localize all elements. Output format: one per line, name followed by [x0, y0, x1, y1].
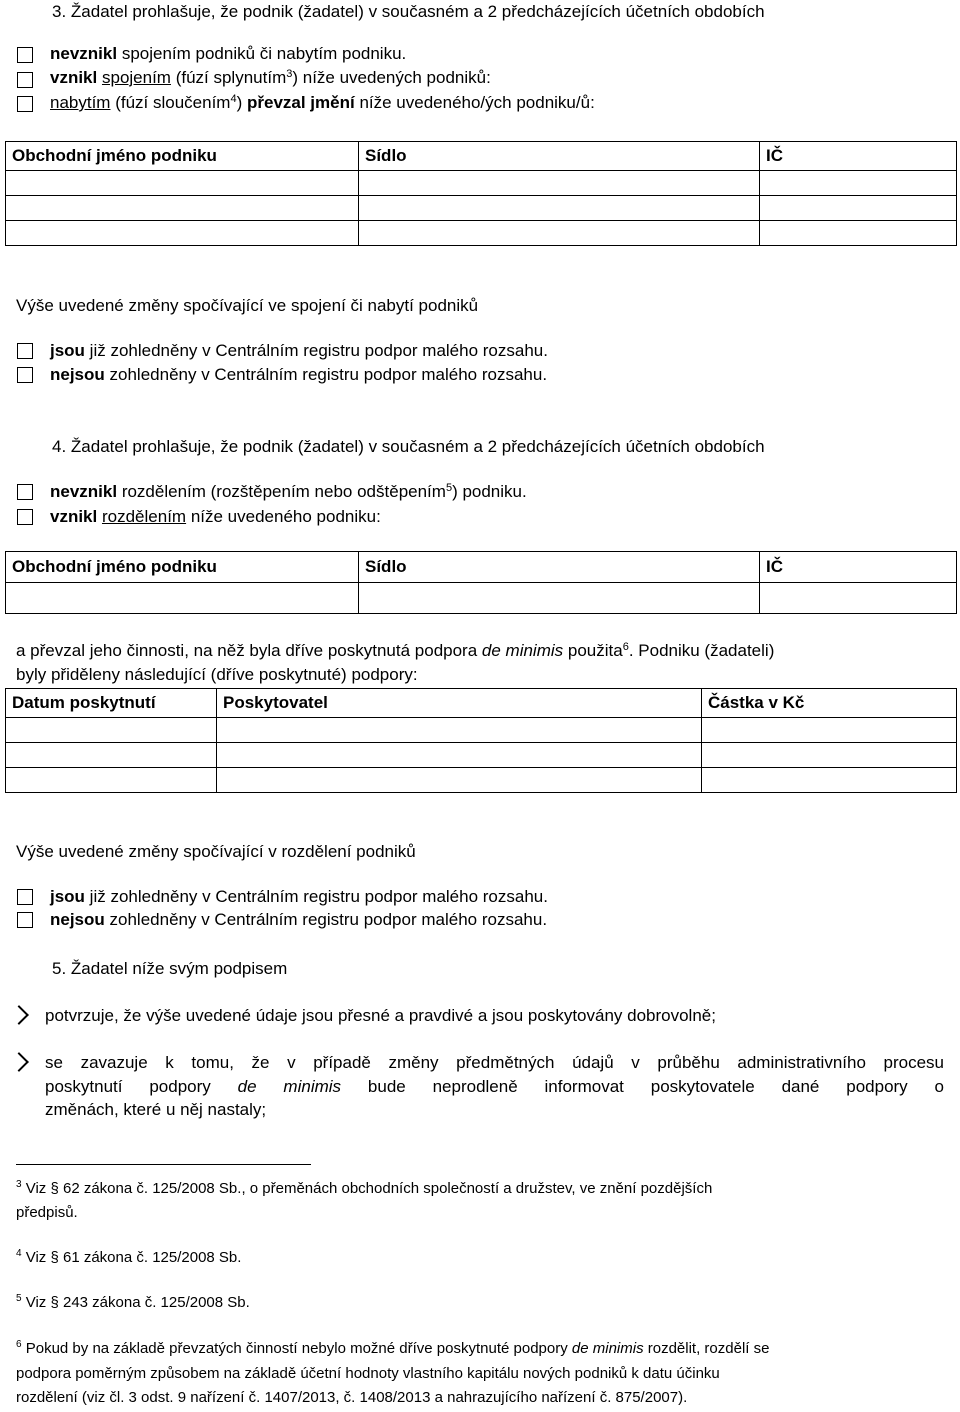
option-bold: nejsou [50, 365, 105, 384]
option-underlined: rozdělením [101, 507, 187, 526]
option-merger-nejsou [50, 365, 547, 385]
cell-input[interactable] [6, 743, 217, 768]
transfer-paragraph-line2: byly přiděleny následující (dříve poskytnuté) podpory: [16, 665, 418, 684]
divided-company-table [5, 551, 957, 614]
section-3-heading: 3. Žadatel prohlašuje, že podnik (žadatel) v současném a 2 předcházejících účetních obdobích [52, 2, 765, 21]
cell-input[interactable] [6, 196, 359, 221]
col-header-seat: Sídlo [359, 552, 760, 583]
col-header-amount: Částka v Kč [702, 689, 957, 718]
bullet-text: poskytnutí podpory [45, 1077, 238, 1096]
option-bold: nejsou [50, 910, 105, 929]
cell-input[interactable] [217, 743, 702, 768]
paragraph-text: a převzal jeho činnosti, na něž byla dříve poskytnutá podpora [16, 641, 482, 660]
footnote-text: Pokud by na základě převzatých činností nebylo možné dříve poskytnuté podpory [21, 1340, 572, 1357]
option-bold: převzal jmění [247, 93, 355, 112]
cell-input[interactable] [6, 171, 359, 196]
footnote-6 [16, 1337, 769, 1361]
checkbox-merger-jsou[interactable] [17, 343, 33, 359]
paragraph-italic: de minimis [481, 641, 564, 660]
option-text: (fúzí splynutím [170, 68, 287, 87]
paragraph-text: . Podniku (žadateli) [628, 641, 775, 660]
table-row [6, 196, 957, 221]
cell-input[interactable] [760, 196, 957, 221]
cell-input[interactable] [359, 221, 760, 246]
footnote-3 [16, 1177, 712, 1201]
col-header-provider: Poskytovatel [217, 689, 702, 718]
option-text: spojením podniků či nabytím podniku. [117, 44, 407, 63]
cell-input[interactable] [760, 171, 957, 196]
checkbox-nevznikl-spojenim[interactable] [17, 47, 33, 63]
table-row [6, 221, 957, 246]
option-text: již zohledněny v Centrálním registru podpor malého rozsahu. [84, 887, 548, 906]
section-5-heading: 5. Žadatel níže svým podpisem [52, 959, 288, 978]
col-header-date: Datum poskytnutí [6, 689, 217, 718]
col-header-ic: IČ [760, 552, 957, 583]
option-merger-jsou [50, 341, 548, 361]
bullet-text: bude neprodleně informovat poskytovatele dané podpory o [341, 1077, 944, 1096]
option-division-jsou [50, 887, 548, 907]
footnote-ref-5: 5 [445, 482, 453, 494]
option-nevznikl-spojenim [50, 44, 406, 64]
checkbox-vznikl-spojenim[interactable] [17, 72, 33, 88]
checkbox-merger-nejsou[interactable] [17, 367, 33, 383]
cell-input[interactable] [702, 768, 957, 793]
cell-input[interactable] [217, 768, 702, 793]
footnote-number: 5 [16, 1293, 22, 1304]
transfer-paragraph-line1 [16, 641, 774, 661]
footnote-ref-4: 4 [230, 93, 237, 105]
option-underlined: nabytím [50, 93, 111, 112]
footnote-5 [16, 1291, 250, 1315]
footnote-number: 3 [16, 1179, 22, 1190]
merged-companies-table [5, 141, 957, 246]
table-header-row [6, 689, 957, 718]
table-row [6, 768, 957, 793]
footnote-6-line2: podpora poměrným způsobem na základě účetní hodnoty vlastního kapitálu nových podniků k datu účinku [16, 1365, 720, 1382]
option-text: rozdělením (rozštěpením nebo odštěpením [117, 482, 446, 501]
option-vznikl-rozdelenim [50, 507, 381, 527]
paragraph-text: použita [563, 641, 623, 660]
option-text: zohledněny v Centrálním registru podpor malého rozsahu. [104, 910, 548, 929]
footnote-3-cont: předpisů. [16, 1204, 78, 1221]
section-4-heading: 4. Žadatel prohlašuje, že podnik (žadatel) v současném a 2 předcházejících účetních obdobích [52, 437, 765, 456]
checkbox-division-jsou[interactable] [17, 889, 33, 905]
option-text: níže uvedeného podniku: [186, 507, 381, 526]
footnote-4 [16, 1246, 241, 1270]
cell-input[interactable] [702, 718, 957, 743]
footnote-ref-3: 3 [286, 68, 293, 80]
option-nevznikl-rozdelenim [50, 482, 527, 502]
option-text: ) podniku. [452, 482, 527, 501]
cell-input[interactable] [6, 221, 359, 246]
option-underlined: spojením [101, 68, 171, 87]
option-text: zohledněny v Centrálním registru podpor malého rozsahu. [104, 365, 548, 384]
merger-changes-label: Výše uvedené změny spočívající ve spojení či nabytí podniků [16, 296, 479, 315]
cell-input[interactable] [359, 196, 760, 221]
option-bold: nevznikl [50, 482, 118, 501]
footnote-ref-6: 6 [622, 641, 629, 653]
cell-input[interactable] [359, 583, 760, 614]
col-header-seat: Sídlo [359, 142, 760, 171]
option-text: níže uvedeného/ých podniku/ů: [354, 93, 595, 112]
option-division-nejsou [50, 910, 547, 930]
option-text: ) níže uvedených podniků: [292, 68, 491, 87]
cell-input[interactable] [760, 221, 957, 246]
option-bold: jsou [50, 341, 85, 360]
cell-input[interactable] [6, 718, 217, 743]
bullet-commits-line2 [45, 1077, 944, 1097]
col-header-ic: IČ [760, 142, 957, 171]
bullet-italic: de minimis [237, 1077, 342, 1096]
cell-input[interactable] [359, 171, 760, 196]
table-row [6, 583, 957, 614]
cell-input[interactable] [6, 768, 217, 793]
col-header-name: Obchodní jméno podniku [6, 552, 359, 583]
option-nabytim [50, 93, 595, 113]
option-bold: vznikl [50, 507, 98, 526]
checkbox-nevznikl-rozdelenim[interactable] [17, 484, 33, 500]
option-text: (fúzí sloučením [110, 93, 231, 112]
cell-input[interactable] [217, 718, 702, 743]
bullet-confirms: potvrzuje, že výše uvedené údaje jsou přesné a pravdivé a jsou poskytovány dobrovolně; [45, 1006, 716, 1025]
footnote-text: Viz § 62 zákona č. 125/2008 Sb., o přeměnách obchodních společností a družstev, ve znění pozdějších [21, 1180, 713, 1197]
support-table [5, 688, 957, 793]
option-bold: jsou [50, 887, 85, 906]
option-bold: nevznikl [50, 44, 118, 63]
footnote-italic: de minimis [571, 1340, 644, 1357]
checkbox-vznikl-rozdelenim[interactable] [17, 509, 33, 525]
checkbox-division-nejsou[interactable] [17, 912, 33, 928]
bullet-commits-line1: se zavazuje k tomu, že v případě změny předmětných údajů v průběhu administrativního procesu [45, 1053, 944, 1072]
cell-input[interactable] [6, 583, 359, 614]
option-bold: vznikl [50, 68, 98, 87]
bullet-commits-line3: změnách, které u něj nastaly; [45, 1100, 267, 1119]
footnote-separator [16, 1164, 311, 1165]
checkbox-nabytim[interactable] [17, 96, 33, 112]
option-text: již zohledněny v Centrálním registru podpor malého rozsahu. [84, 341, 548, 360]
footnote-number: 6 [16, 1339, 22, 1350]
cell-input[interactable] [702, 743, 957, 768]
table-header-row [6, 552, 957, 583]
cell-input[interactable] [760, 583, 957, 614]
footnote-text: Viz § 61 zákona č. 125/2008 Sb. [21, 1249, 242, 1266]
table-row [6, 718, 957, 743]
footnote-text: rozdělit, rozdělí se [643, 1340, 770, 1357]
table-header-row [6, 142, 957, 171]
footnote-text: Viz § 243 zákona č. 125/2008 Sb. [21, 1294, 250, 1311]
col-header-name: Obchodní jméno podniku [6, 142, 359, 171]
division-changes-label: Výše uvedené změny spočívající v rozdělení podniků [16, 842, 416, 861]
footnote-6-line3: rozdělení (viz čl. 3 odst. 9 nařízení č. 1407/2013, č. 1408/2013 a nahrazujícího nařízení č. 875/2007). [16, 1389, 688, 1406]
table-row [6, 743, 957, 768]
footnote-number: 4 [16, 1248, 22, 1259]
option-vznikl-spojenim [50, 68, 491, 88]
table-row [6, 171, 957, 196]
option-text: ) [236, 93, 247, 112]
